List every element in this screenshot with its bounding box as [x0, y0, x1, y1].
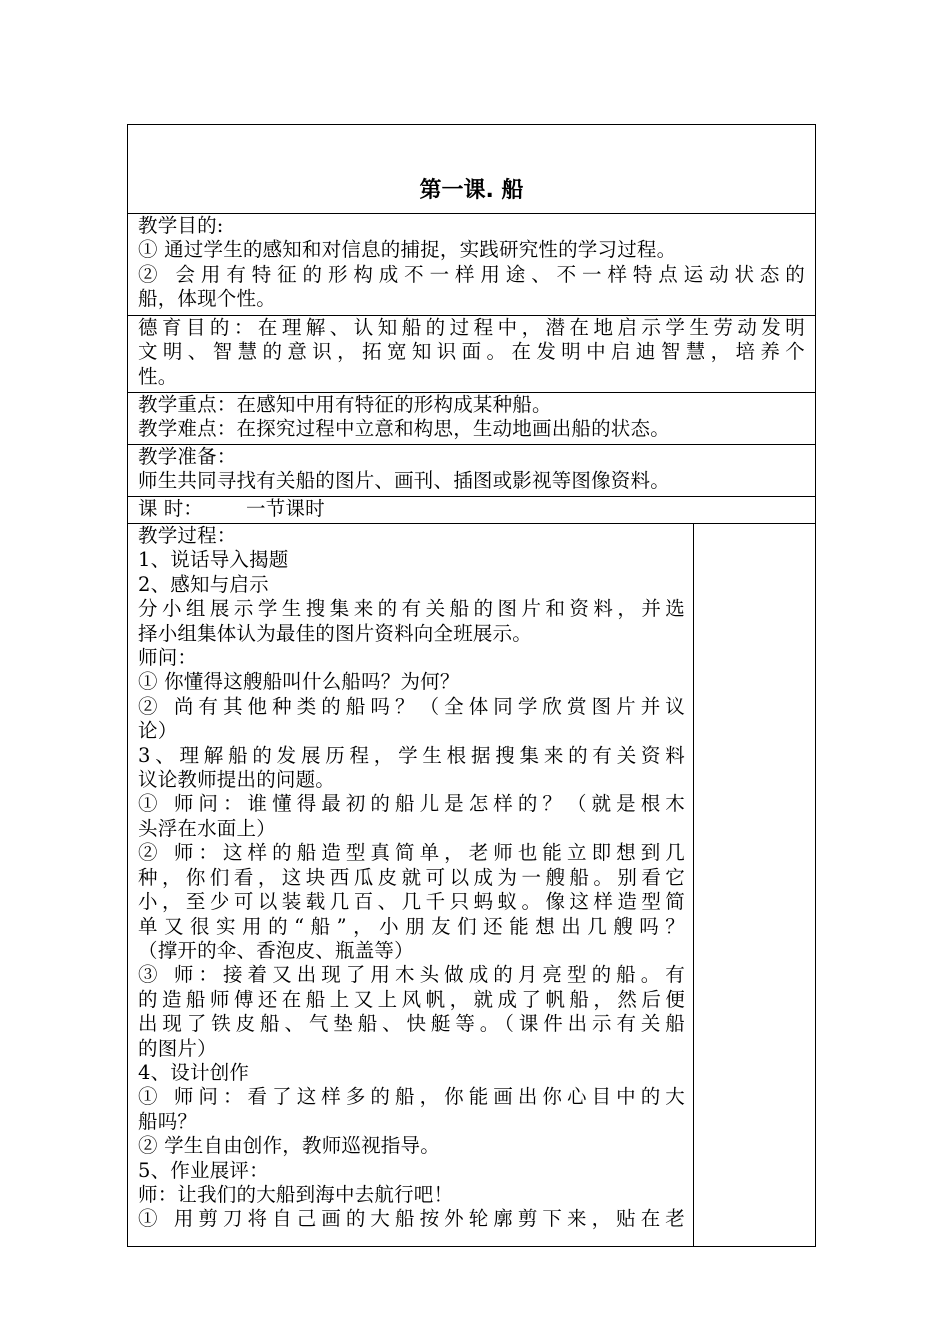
class-hours-cell	[128, 497, 815, 524]
process-line: 5、作业展评：	[138, 1158, 269, 1182]
class-hours-line	[138, 497, 805, 521]
objective-line: ② 会用有特征的形构成不一样用途、不一样特点运动状态的	[138, 262, 805, 286]
difficulty-line: 教学难点：在探究过程中立意和构思，生动地画出船的状态。	[138, 417, 670, 441]
objective-line: ① 通过学生的感知和对信息的捕捉，实践研究性的学习过程。	[138, 238, 677, 262]
process-line: 1、说话导入揭题	[138, 548, 289, 572]
process-line: ① 用剪刀将自己画的大船按外轮廓剪下来，贴在老	[138, 1207, 685, 1231]
process-line: 3、理解船的发展历程，学生根据搜集来的有关资料	[138, 743, 685, 767]
process-line: ② 学生自由创作，教师巡视指导。	[138, 1134, 440, 1158]
key-point-line: 教学重点：在感知中用有特征的形构成某种船。	[138, 393, 552, 416]
notes-column	[694, 524, 815, 1246]
process-line: 师：让我们的大船到海中去航行吧！	[138, 1182, 454, 1206]
objectives-heading: 教学目的:	[138, 214, 224, 237]
process-line: 论）	[138, 719, 178, 743]
objective-line: 船，体现个性。	[138, 287, 276, 311]
moral-objective-cell	[128, 316, 815, 393]
process-line: ② 师：这样的船造型真简单，老师也能立即想到几	[138, 841, 685, 865]
moral-line: 德育目的：在理解、认知船的过程中，潜在地启示学生劳动发明	[138, 316, 805, 339]
process-line: 的造船师傅还在船上又上风帆，就成了帆船，然后便	[138, 987, 685, 1011]
process-line: ① 师问：谁懂得最初的船儿是怎样的？（就是根木	[138, 792, 685, 816]
process-line: ③ 师：接着又出现了用木头做成的月亮型的船。有	[138, 963, 685, 987]
lesson-plan-table	[127, 124, 816, 1247]
key-points-cell	[128, 393, 815, 445]
teaching-process-row	[128, 524, 815, 1246]
process-line: 单又很实用的“船”，小朋友们还能想出几艘吗？	[138, 914, 685, 938]
moral-line: 性。	[138, 364, 178, 388]
process-line: 议论教师提出的问题。	[138, 768, 336, 792]
process-line: 的图片）	[138, 1036, 217, 1060]
process-line: 分小组展示学生搜集来的有关船的图片和资料，并选	[138, 597, 685, 621]
process-line: （撑开的伞、香泡皮、瓶盖等）	[138, 938, 414, 962]
process-line: ① 你懂得这艘船叫什么船吗？为何？	[138, 670, 460, 694]
moral-line: 文明、智慧的意识，拓宽知识面。在发明中启迪智慧，培养个	[138, 340, 805, 364]
preparation-line: 师生共同寻找有关船的图片、画刊、插图或影视等图像资料。	[138, 469, 670, 493]
process-line: 出现了铁皮船、气垫船、快艇等。（课件出示有关船	[138, 1012, 685, 1036]
class-hours-label: 课 时：	[138, 497, 203, 520]
process-line: 师问：	[138, 646, 198, 670]
lesson-title: 第一课. 船	[419, 178, 524, 203]
process-line: 择小组集体认为最佳的图片资料向全班展示。	[138, 621, 533, 645]
teaching-process-cell	[128, 524, 694, 1246]
title-row	[128, 125, 815, 214]
process-line: 4、设计创作	[138, 1060, 250, 1084]
process-line: 2、感知与启示	[138, 572, 269, 596]
process-line: 种，你们看，这块西瓜皮就可以成为一艘船。别看它	[138, 865, 685, 889]
process-line: 小，至少可以装载几百、几千只蚂蚁。像这样造型简	[138, 890, 685, 914]
process-line: 船吗？	[138, 1109, 198, 1133]
process-line: ① 师问：看了这样多的船，你能画出你心目中的大	[138, 1085, 685, 1109]
class-hours-value: 一节课时	[246, 497, 325, 520]
objectives-cell	[128, 214, 815, 316]
preparation-cell	[128, 445, 815, 497]
process-line: 头浮在水面上）	[138, 816, 276, 840]
process-heading: 教学过程：	[138, 524, 237, 547]
preparation-heading: 教学准备：	[138, 445, 237, 468]
process-line: ② 尚有其他种类的船吗？（全体同学欣赏图片并议	[138, 694, 685, 718]
